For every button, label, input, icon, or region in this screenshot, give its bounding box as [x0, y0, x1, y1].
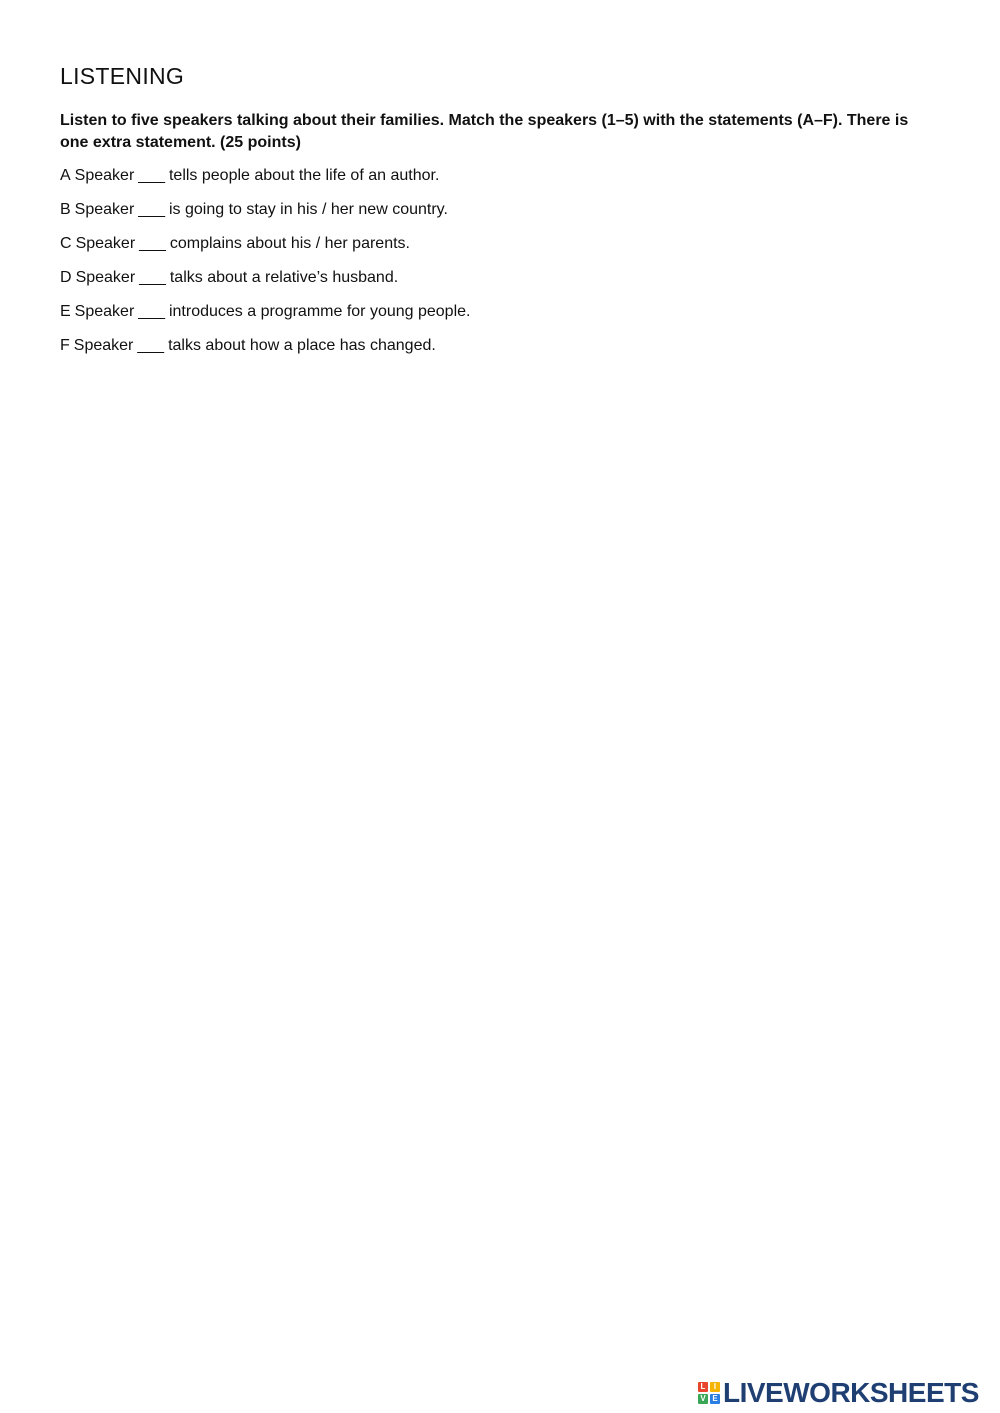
statement-text: introduces a programme for young people. — [168, 303, 471, 320]
statement-list — [60, 166, 470, 370]
answer-blank[interactable]: ___ — [138, 303, 165, 320]
statement-prefix: Speaker — [74, 167, 135, 184]
instructions: Listen to five speakers talking about their families. Match the speakers (1–5) with the statements (A–F). There is one extra statement. (25 points) — [60, 112, 909, 151]
statement-text: talks about how a place has changed. — [168, 337, 436, 354]
liveworksheets-logo — [698, 1376, 979, 1410]
statement-item — [60, 268, 470, 302]
statement-prefix: Speaker — [73, 337, 134, 354]
answer-blank[interactable]: ___ — [139, 235, 166, 252]
statement-item — [60, 200, 470, 234]
logo-text: LIVEWORKSHEETS — [723, 1377, 979, 1408]
statement-letter: B — [60, 201, 71, 218]
logo-mark-tile: V — [698, 1394, 708, 1404]
statement-text: tells people about the life of an author. — [168, 167, 440, 184]
answer-blank[interactable]: ___ — [138, 167, 165, 184]
statement-item — [60, 166, 470, 200]
statement-text: complains about his / her parents. — [169, 235, 410, 252]
answer-blank[interactable]: ___ — [138, 201, 165, 218]
statement-item — [60, 234, 470, 268]
statement-prefix: Speaker — [75, 235, 136, 252]
statement-letter: A — [60, 167, 71, 184]
statement-text: is going to stay in his / her new country. — [168, 201, 448, 218]
statement-item — [60, 302, 470, 336]
statement-letter: D — [60, 269, 72, 286]
answer-blank[interactable]: ___ — [137, 337, 165, 354]
logo-mark-icon — [698, 1382, 720, 1404]
statement-prefix: Speaker — [75, 269, 136, 286]
statement-letter: C — [60, 235, 72, 252]
logo-mark-tile: L — [698, 1382, 708, 1392]
statement-prefix: Speaker — [74, 303, 135, 320]
statement-item — [60, 336, 470, 370]
logo-mark-tile: E — [710, 1394, 720, 1404]
statement-letter: E — [60, 303, 71, 320]
section-heading: LISTENING — [60, 63, 185, 89]
answer-blank[interactable]: ___ — [139, 269, 166, 286]
statement-letter: F — [60, 337, 70, 354]
statement-prefix: Speaker — [74, 201, 135, 218]
statement-text: talks about a relative’s husband. — [169, 269, 399, 286]
logo-mark-tile: I — [710, 1382, 720, 1392]
